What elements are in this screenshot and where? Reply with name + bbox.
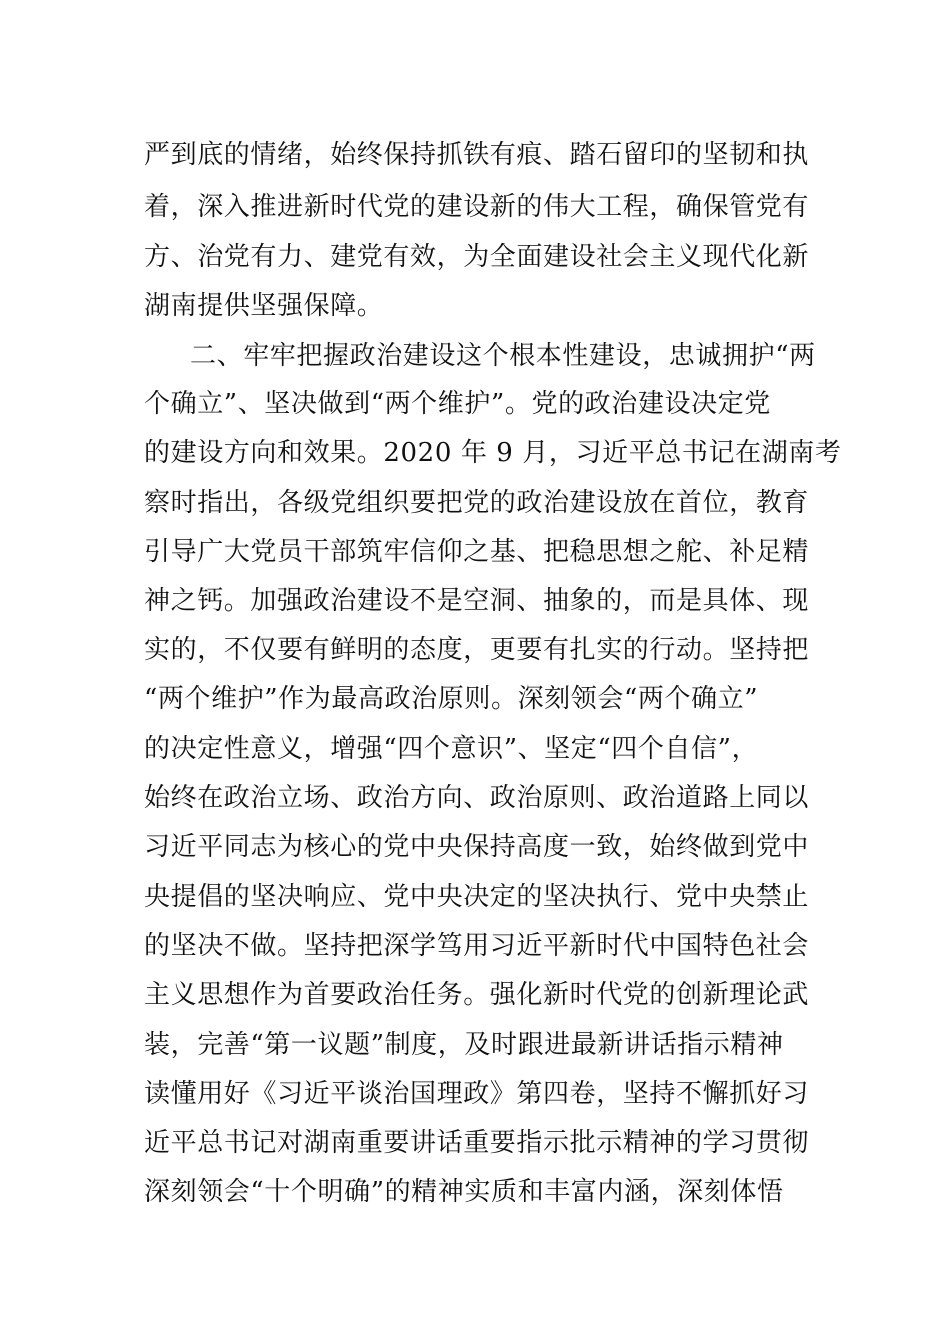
text-line: 引导广大党员干部筑牢信仰之基、把稳思想之舵、补足精 — [144, 537, 810, 567]
text-line: 个确立”、坚决做到“两个维护”。党的政治建设决定党 — [144, 389, 771, 419]
text-line: “两个维护”作为最高政治原则。深刻领会“两个确立” — [144, 684, 759, 714]
text-line: 的建设方向和效果。2020 年 9 月，习近平总书记在湖南考 — [144, 438, 842, 468]
text-line: 着，深入推进新时代党的建设新的伟大工程，确保管党有 — [144, 192, 810, 222]
text-line: 装，完善“第一议题”制度，及时跟进最新讲话指示精神 — [144, 1030, 784, 1060]
text-line: 读懂用好《习近平谈治国理政》第四卷，坚持不懈抓好习 — [144, 1079, 810, 1109]
text-line: 深刻领会“十个明确”的精神实质和丰富内涵，深刻体悟 — [144, 1177, 784, 1207]
text-line: 察时指出，各级党组织要把党的政治建设放在首位，教育 — [144, 488, 810, 518]
text-line: 习近平同志为核心的党中央保持高度一致，始终做到党中 — [144, 832, 810, 862]
text-line: 实的，不仅要有鲜明的态度，更要有扎实的行动。坚持把 — [144, 635, 810, 665]
text-line: 始终在政治立场、政治方向、政治原则、政治道路上同以 — [144, 783, 810, 813]
text-line: 方、治党有力、建党有效，为全面建设社会主义现代化新 — [144, 242, 810, 272]
text-line: 央提倡的坚决响应、党中央决定的坚决执行、党中央禁止 — [144, 882, 810, 912]
text-line: 的坚决不做。坚持把深学笃用习近平新时代中国特色社会 — [144, 931, 810, 961]
text-line: 神之钙。加强政治建设不是空洞、抽象的，而是具体、现 — [144, 586, 810, 616]
text-line: 主义思想作为首要政治任务。强化新时代党的创新理论武 — [144, 980, 810, 1010]
paragraph-start-line: 二、牢牢把握政治建设这个根本性建设，忠诚拥护“两 — [190, 341, 816, 371]
text-line: 严到底的情绪，始终保持抓铁有痕、踏石留印的坚韧和执 — [144, 140, 810, 170]
text-line: 近平总书记对湖南重要讲话重要指示批示精神的学习贯彻 — [144, 1128, 810, 1158]
text-line: 的决定性意义，增强“四个意识”、坚定“四个自信”， — [144, 734, 759, 764]
text-line: 湖南提供坚强保障。 — [144, 291, 384, 321]
